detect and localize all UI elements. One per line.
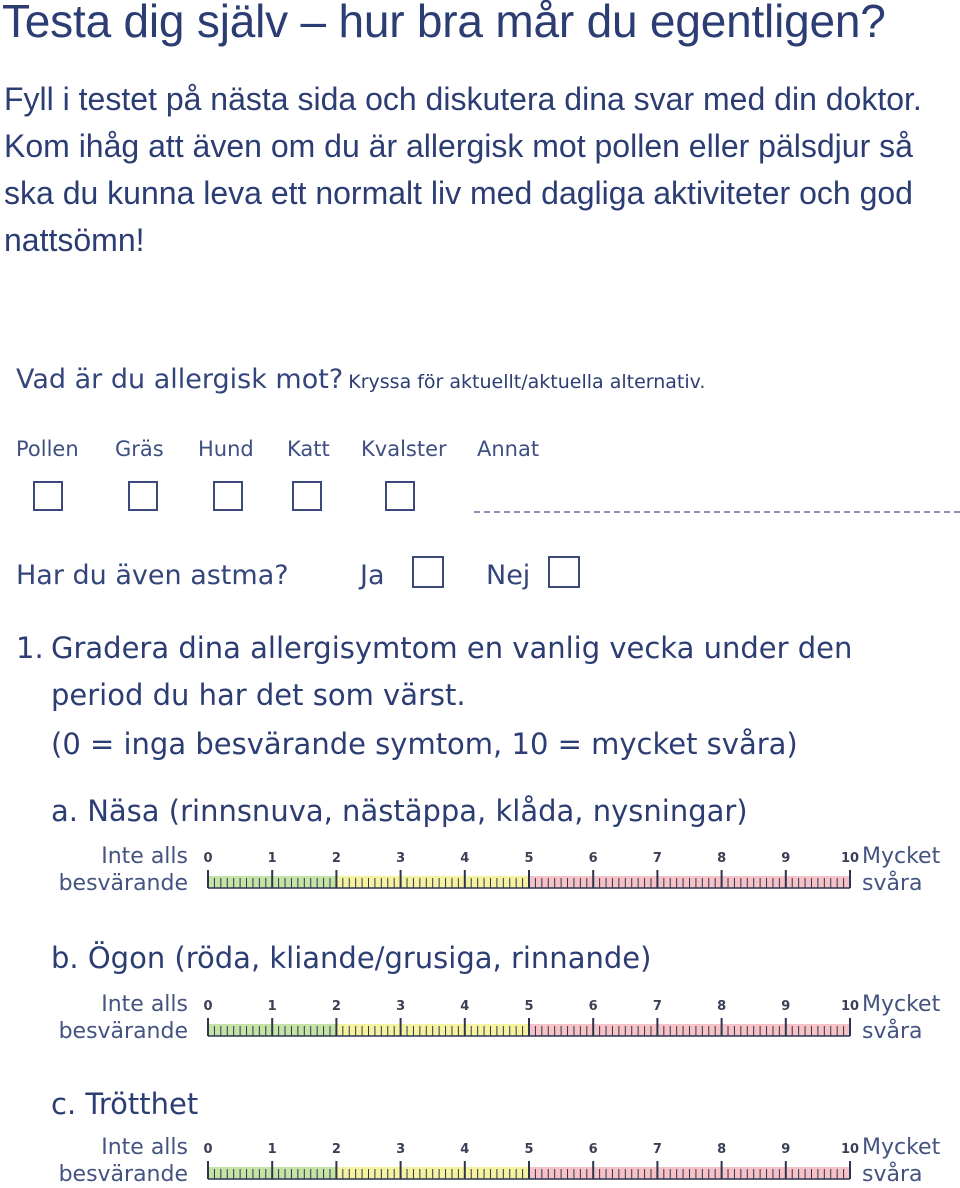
symptom-a-scale[interactable] (203, 846, 860, 892)
scale-a-tick-label-6: 6 (588, 851, 598, 866)
scale-c-tick-label-0: 0 (203, 1142, 213, 1157)
scale-a-tick-label-3: 3 (396, 851, 406, 866)
scale-b-right-line1: Mycket (862, 992, 941, 1017)
scale-a-left-line1: Inte alls (101, 844, 188, 869)
symptom-b-label: b. Ögon (röda, kliande/grusiga, rinnande) (51, 941, 652, 975)
scale-a-svg (203, 846, 860, 892)
scale-a-tick-label-2: 2 (331, 851, 341, 866)
option-label-annat: Annat (477, 437, 540, 461)
scale-c-right-label (862, 1134, 940, 1188)
scale-c-tick-label-10: 10 (840, 1142, 860, 1157)
scale-c-svg (203, 1137, 860, 1183)
scale-a-tick-label-7: 7 (652, 851, 662, 866)
scale-a-tick-label-10: 10 (840, 851, 860, 866)
scale-c-tick-label-2: 2 (331, 1142, 341, 1157)
scale-c-tick-label-3: 3 (396, 1142, 406, 1157)
scale-b-tick-label-3: 3 (396, 999, 406, 1014)
scale-b-tick-label-0: 0 (203, 999, 213, 1014)
question1-line1: Gradera dina allergisymtom en vanlig vecka under den (51, 631, 853, 665)
checkbox-hund[interactable] (213, 481, 243, 511)
option-label-gras: Gräs (115, 437, 164, 461)
scale-c-right-line1: Mycket (862, 1135, 941, 1160)
scale-a-right-line2: svåra (862, 871, 923, 896)
scale-c-tick-label-5: 5 (524, 1142, 534, 1157)
scale-c-left-label (30, 1134, 188, 1188)
asthma-yes-label: Ja (360, 560, 385, 591)
scale-b-right-label (862, 991, 940, 1045)
scale-b-tick-label-1: 1 (267, 999, 277, 1014)
scale-c-tick-label-4: 4 (460, 1142, 470, 1157)
scale-b-tick-label-4: 4 (460, 999, 470, 1014)
scale-a-right-label (862, 843, 940, 897)
scale-c-tick-label-8: 8 (717, 1142, 727, 1157)
symptom-c-scale[interactable] (203, 1137, 860, 1183)
scale-b-tick-label-6: 6 (588, 999, 598, 1014)
scale-b-tick-label-7: 7 (652, 999, 662, 1014)
scale-c-left-line2: besvärande (58, 1162, 188, 1187)
page-title: Testa dig själv – hur bra mår du egentligen? (2, 0, 886, 47)
asthma-no-label: Nej (486, 560, 531, 591)
checkbox-katt[interactable] (292, 481, 322, 511)
scale-b-left-line1: Inte alls (101, 992, 188, 1017)
symptom-c-label: c. Trötthet (51, 1087, 199, 1121)
annat-input-line[interactable] (474, 511, 960, 513)
checkbox-gras[interactable] (128, 481, 158, 511)
checkbox-kvalster[interactable] (385, 481, 415, 511)
scale-a-right-line1: Mycket (862, 844, 941, 869)
scale-c-tick-label-6: 6 (588, 1142, 598, 1157)
checkbox-asthma-yes[interactable] (412, 556, 444, 588)
symptom-b-scale[interactable] (203, 994, 860, 1040)
option-label-kvalster: Kvalster (361, 437, 447, 461)
scale-b-tick-label-5: 5 (524, 999, 534, 1014)
scale-a-tick-label-8: 8 (717, 851, 727, 866)
question1-line3: (0 = inga besvärande symtom, 10 = mycket svåra) (51, 727, 798, 761)
allergy-question-hint: Kryssa för aktuellt/aktuella alternativ. (348, 371, 706, 393)
scale-b-left-line2: besvärande (58, 1019, 188, 1044)
scale-b-right-line2: svåra (862, 1019, 923, 1044)
scale-c-left-line1: Inte alls (101, 1135, 188, 1160)
scale-a-tick-label-5: 5 (524, 851, 534, 866)
scale-a-tick-label-1: 1 (267, 851, 277, 866)
allergy-question-label: Vad är du allergisk mot? (16, 364, 344, 395)
scale-a-tick-label-9: 9 (781, 851, 791, 866)
symptom-a-label: a. Näsa (rinnsnuva, nästäppa, klåda, nysningar) (51, 794, 748, 828)
scale-b-tick-label-2: 2 (331, 999, 341, 1014)
question1-line2: period du har det som värst. (51, 678, 466, 712)
scale-a-tick-label-0: 0 (203, 851, 213, 866)
option-label-pollen: Pollen (16, 437, 79, 461)
scale-b-tick-label-9: 9 (781, 999, 791, 1014)
scale-c-tick-label-7: 7 (652, 1142, 662, 1157)
scale-a-left-label (30, 843, 188, 897)
scale-c-tick-label-9: 9 (781, 1142, 791, 1157)
scale-b-svg (203, 994, 860, 1040)
checkbox-asthma-no[interactable] (548, 556, 580, 588)
question1-number: 1. (16, 631, 44, 665)
option-label-katt: Katt (287, 437, 330, 461)
scale-c-tick-label-1: 1 (267, 1142, 277, 1157)
asthma-question-label: Har du även astma? (16, 560, 289, 591)
scale-b-tick-label-8: 8 (717, 999, 727, 1014)
option-label-hund: Hund (198, 437, 254, 461)
scale-c-right-line2: svåra (862, 1162, 923, 1187)
scale-a-left-line2: besvärande (58, 871, 188, 896)
scale-b-left-label (30, 991, 188, 1045)
checkbox-pollen[interactable] (33, 481, 63, 511)
scale-b-tick-label-10: 10 (840, 999, 860, 1014)
scale-a-tick-label-4: 4 (460, 851, 470, 866)
intro-text: Fyll i testet på nästa sida och diskutera dina svar med din doktor. Kom ihåg att även om du är allergisk mot pollen eller pälsdjur så ska du kunna leva ett normalt liv med dagliga aktiviteter och god nattsömn! (4, 81, 922, 258)
allergy-question (16, 364, 705, 395)
